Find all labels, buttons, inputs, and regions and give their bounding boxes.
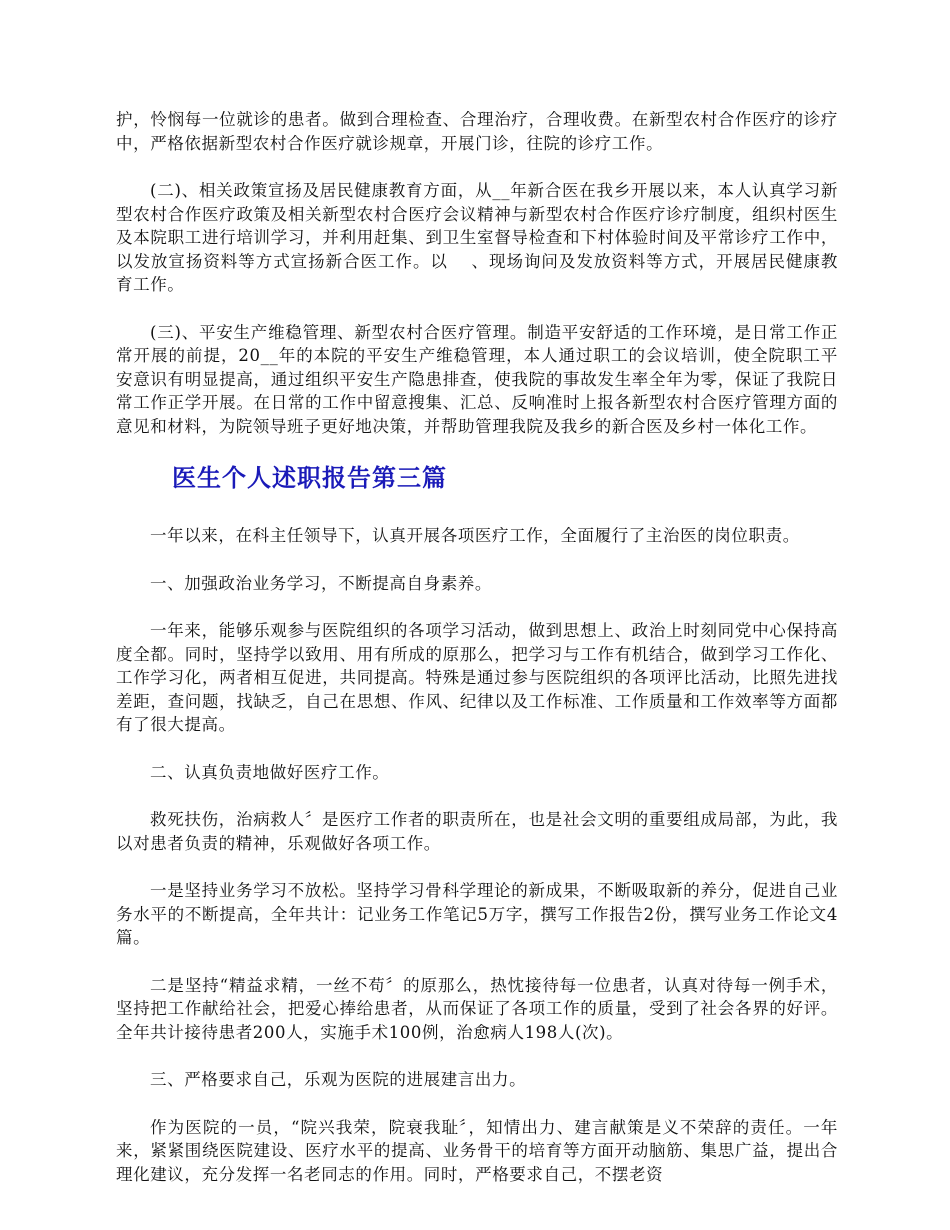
paragraph-learning: 一是坚持业务学习不放松。坚持学习骨科学理论的新成果，不断吸取新的养分，促进自己业务水平的不断提高，全年共计：记业务工作笔记5万字，撰写工作报告2份，撰写业务工作论文4篇。	[116, 881, 838, 947]
document-page	[116, 108, 838, 1210]
section-heading: 医生个人述职报告第三篇	[172, 463, 447, 492]
paragraph-point-one: 一、加强政治业务学习，不断提高自身素养。	[150, 573, 492, 593]
paragraph-patients: 二是坚持“精益求精，一丝不苟〞的原那么，热忱接待每一位患者，认真对待每一例手术，坚持把工作献给社会，把爱心捧给患者，从而保证了各项工作的质量，受到了社会各界的好评。全年共计接待患者200人，实施手术100例，治愈病人198人(次)。	[116, 975, 838, 1042]
paragraph-safety-management: (三)、平安生产维稳管理、新型农村合医疗管理。制造平安舒适的工作环境，是日常工作正常开展的前提，20__年的本院的平安生产维稳管理，本人通过职工的会议培训，使全院职工平安意识有明显提高，通过组织平安生产隐患排查，使我院的事故发生率全年为零，保证了我院日常工作正学开展。在日常的工作中留意搜集、汇总、反响准时上报各新型农村合医疗管理方面的意见和材料，为院领导班子更好地决策，并帮助管理我院及我乡的新合医及乡村一体化工作。	[116, 322, 838, 436]
paragraph-contribution: 作为医院的一员，“院兴我荣，院衰我耻〞，知情出力、建言献策是义不荣辞的责任。一年来，紧紧围绕医院建设、医疗水平的提高、业务骨干的培育等方面开动脑筋、集思广益，提出合理化建议，充分发挥一名老同志的作用。同时，严格要求自己，不摆老资	[116, 1117, 838, 1184]
paragraph-duty: 救死扶伤，治病救人〞是医疗工作者的职责所在，也是社会文明的重要组成局部，为此，我以对患者负责的精神，乐观做好各项工作。	[116, 810, 838, 853]
paragraph-continuation: 护，怜悯每一位就诊的患者。做到合理检查、合理治疗，合理收费。在新型农村合作医疗的诊疗中，严格依据新型农村合作医疗就诊规章，开展门诊，往院的诊疗工作。	[116, 110, 838, 153]
paragraph-study: 一年来，能够乐观参与医院组织的各项学习活动，做到思想上、政治上时刻同党中心保持高度全都。同时，坚持学以致用、用有所成的原那么，把学习与工作有机结合，做到学习工作化、工作学习化，两者相互促进，共同提高。特殊是通过参与医院组织的各项评比活动，比照先进找差距，查问题，找缺乏，自己在思想、作风、纪律以及工作标准、工作质量和工作效率等方面都有了很大提高。	[116, 621, 838, 734]
paragraph-point-two: 二、认真负责地做好医疗工作。	[150, 762, 390, 782]
paragraph-policy-publicity: (二)、相关政策宣扬及居民健康教育方面，从__年新合医在我乡开展以来，本人认真学习新型农村合作医疗政策及相关新型农村合医疗会议精神与新型农村合作医疗诊疗制度，组织村医生及本院职工进行培训学习，并利用赶集、到卫生室督导检查和下村体验时间及平常诊疗工作中，以发放宣扬资料等方式宣扬新合医工作。以 、现场询问及发放资料等方式，开展居民健康教育工作。	[116, 181, 838, 294]
paragraph-point-three: 三、严格要求自己，乐观为医院的进展建言出力。	[150, 1070, 527, 1089]
paragraph-intro: 一年以来，在科主任领导下，认真开展各项医疗工作，全面履行了主治医的岗位职责。	[150, 526, 800, 545]
